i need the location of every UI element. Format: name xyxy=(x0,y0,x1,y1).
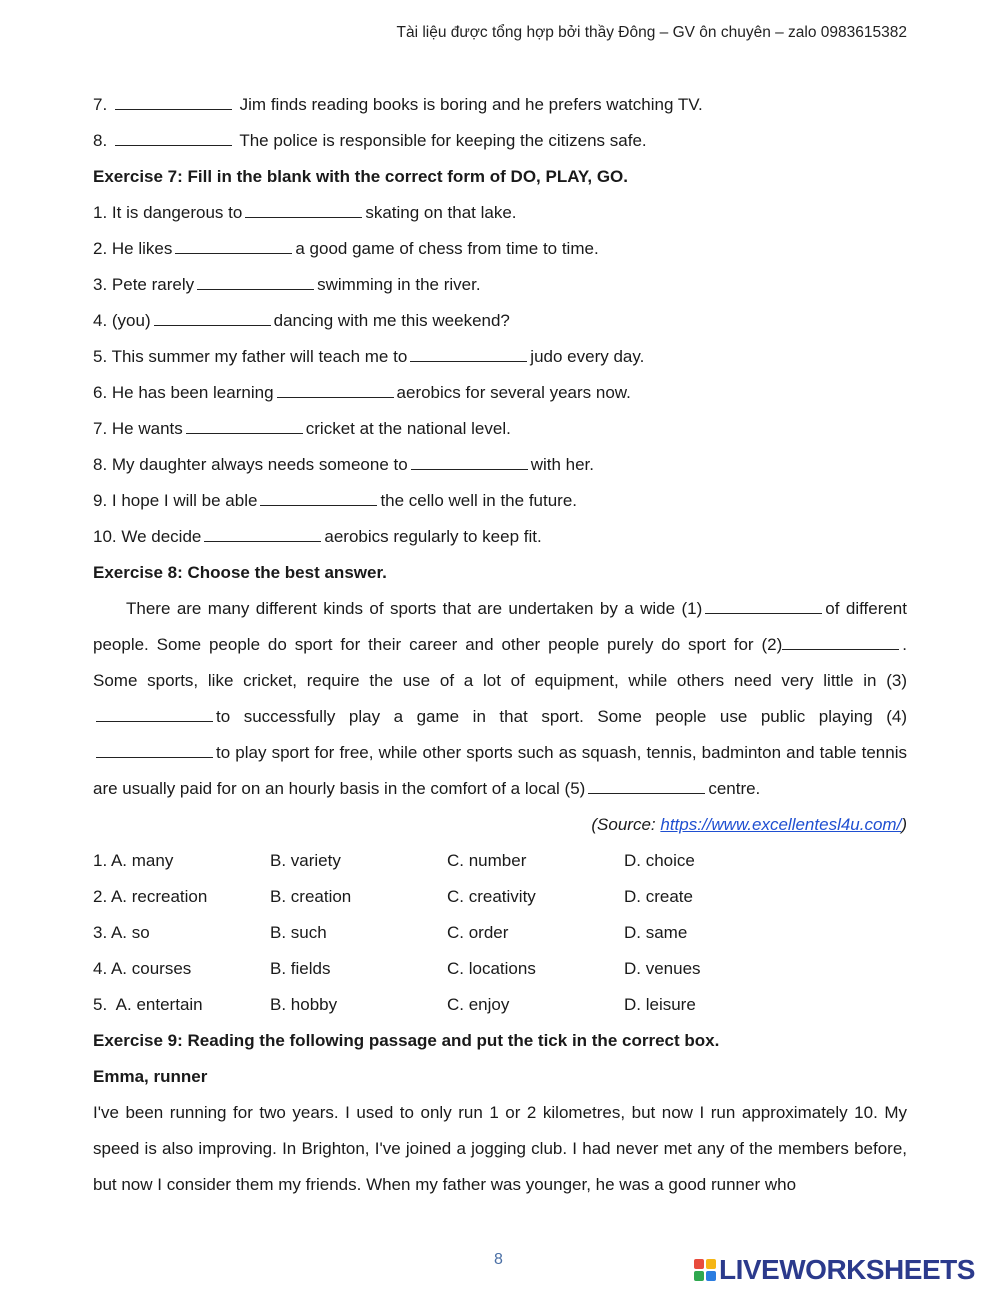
ex7-item: 2. He likes a good game of chess from time to time. xyxy=(93,231,907,267)
answer-blank-5[interactable] xyxy=(588,772,705,794)
ex7-item: 5. This summer my father will teach me to judo every day. xyxy=(93,339,907,375)
liveworksheets-logo xyxy=(694,1254,975,1286)
option[interactable]: C. enjoy xyxy=(447,995,510,1014)
option-row xyxy=(93,987,907,1023)
option[interactable]: B. creation xyxy=(270,887,352,906)
option[interactable]: D. venues xyxy=(624,959,701,978)
prev-item: 8. The police is responsible for keeping the citizens safe. xyxy=(93,123,907,159)
page-header: Tài liệu được tổng hợp bởi thầy Đông – GV ôn chuyên – zalo 0983615382 xyxy=(396,24,907,41)
answer-blank[interactable] xyxy=(115,88,232,110)
answer-blank-3[interactable] xyxy=(96,700,213,722)
ex7-item: 3. Pete rarely swimming in the river. xyxy=(93,267,907,303)
option[interactable]: C. locations xyxy=(447,959,536,978)
answer-blank[interactable] xyxy=(260,484,377,506)
answer-blank[interactable] xyxy=(197,268,314,290)
ex7-item: 7. He wants cricket at the national level. xyxy=(93,411,907,447)
source-citation: (Source: https://www.excellentesl4u.com/) xyxy=(591,815,907,834)
option-row xyxy=(93,951,907,987)
exercise-9-subtitle: Emma, runner xyxy=(93,1067,208,1086)
exercise-7-title: Exercise 7: Fill in the blank with the correct form of DO, PLAY, GO. xyxy=(93,167,628,186)
answer-blank[interactable] xyxy=(204,520,321,542)
answer-blank[interactable] xyxy=(154,304,271,326)
answer-blank[interactable] xyxy=(186,412,303,434)
option[interactable]: C. number xyxy=(447,851,527,870)
option[interactable]: D. leisure xyxy=(624,995,696,1014)
ex9-passage: I've been running for two years. I used to only run 1 or 2 kilometres, but now I run approximately 10. My speed is also improving. In Brighton, I've joined a jogging club. I had never met any of the members before, but now I consider them my friends. When my father was younger, he was a good runner who xyxy=(93,1103,907,1194)
option[interactable]: 1. A. many xyxy=(93,851,174,870)
exercise-8-title: Exercise 8: Choose the best answer. xyxy=(93,563,387,582)
option[interactable]: 4. A. courses xyxy=(93,959,192,978)
ex7-item: 4. (you) dancing with me this weekend? xyxy=(93,303,907,339)
ex7-item: 9. I hope I will be able the cello well in the future. xyxy=(93,483,907,519)
option[interactable]: D. same xyxy=(624,923,688,942)
option[interactable]: 2. A. recreation xyxy=(93,887,208,906)
prev-item: 7. Jim finds reading books is boring and he prefers watching TV. xyxy=(93,87,907,123)
page-number: 8 xyxy=(494,1251,503,1268)
logo-blocks-icon xyxy=(694,1259,716,1281)
ex7-item: 8. My daughter always needs someone to with her. xyxy=(93,447,907,483)
ex7-item: 1. It is dangerous to skating on that lake. xyxy=(93,195,907,231)
option[interactable]: D. choice xyxy=(624,851,695,870)
option-row xyxy=(93,915,907,951)
ex7-item: 10. We decide aerobics regularly to keep fit. xyxy=(93,519,907,555)
ex8-passage: There are many different kinds of sports that are undertaken by a wide (1) of different people. Some people do sport for their career and other people purely do sport for (2) . Some sports, like cricket, require the use of a lot of equipment, while others need very little in (3)to successfully play a game in that sport. Some people use public playing (4)to play sport for free, while other sports such as squash, tennis, badminton and table tennis are usually paid for on an hourly basis in the comfort of a local (5) centre. xyxy=(93,591,907,807)
source-link[interactable]: https://www.excellentesl4u.com/ xyxy=(660,815,902,834)
option[interactable]: 3. A. so xyxy=(93,923,150,942)
answer-blank[interactable] xyxy=(411,448,528,470)
option[interactable]: C. creativity xyxy=(447,887,536,906)
logo-text: LIVEWORKSHEETS xyxy=(719,1254,975,1285)
answer-blank-1[interactable] xyxy=(705,592,822,614)
ex7-item: 6. He has been learning aerobics for several years now. xyxy=(93,375,907,411)
answer-blank[interactable] xyxy=(115,124,232,146)
option[interactable]: B. fields xyxy=(270,959,331,978)
option[interactable]: 5. A. entertain xyxy=(93,995,203,1014)
answer-blank[interactable] xyxy=(410,340,527,362)
exercise-9-title: Exercise 9: Reading the following passage and put the tick in the correct box. xyxy=(93,1031,720,1050)
option[interactable]: C. order xyxy=(447,923,509,942)
option[interactable]: B. variety xyxy=(270,851,341,870)
answer-blank-2[interactable] xyxy=(782,628,899,650)
answer-blank[interactable] xyxy=(175,232,292,254)
answer-blank-4[interactable] xyxy=(96,736,213,758)
option-row xyxy=(93,879,907,915)
option-row xyxy=(93,843,907,879)
option[interactable]: B. hobby xyxy=(270,995,338,1014)
option[interactable]: B. such xyxy=(270,923,327,942)
content xyxy=(93,87,907,1203)
answer-blank[interactable] xyxy=(245,196,362,218)
option[interactable]: D. create xyxy=(624,887,693,906)
answer-blank[interactable] xyxy=(277,376,394,398)
